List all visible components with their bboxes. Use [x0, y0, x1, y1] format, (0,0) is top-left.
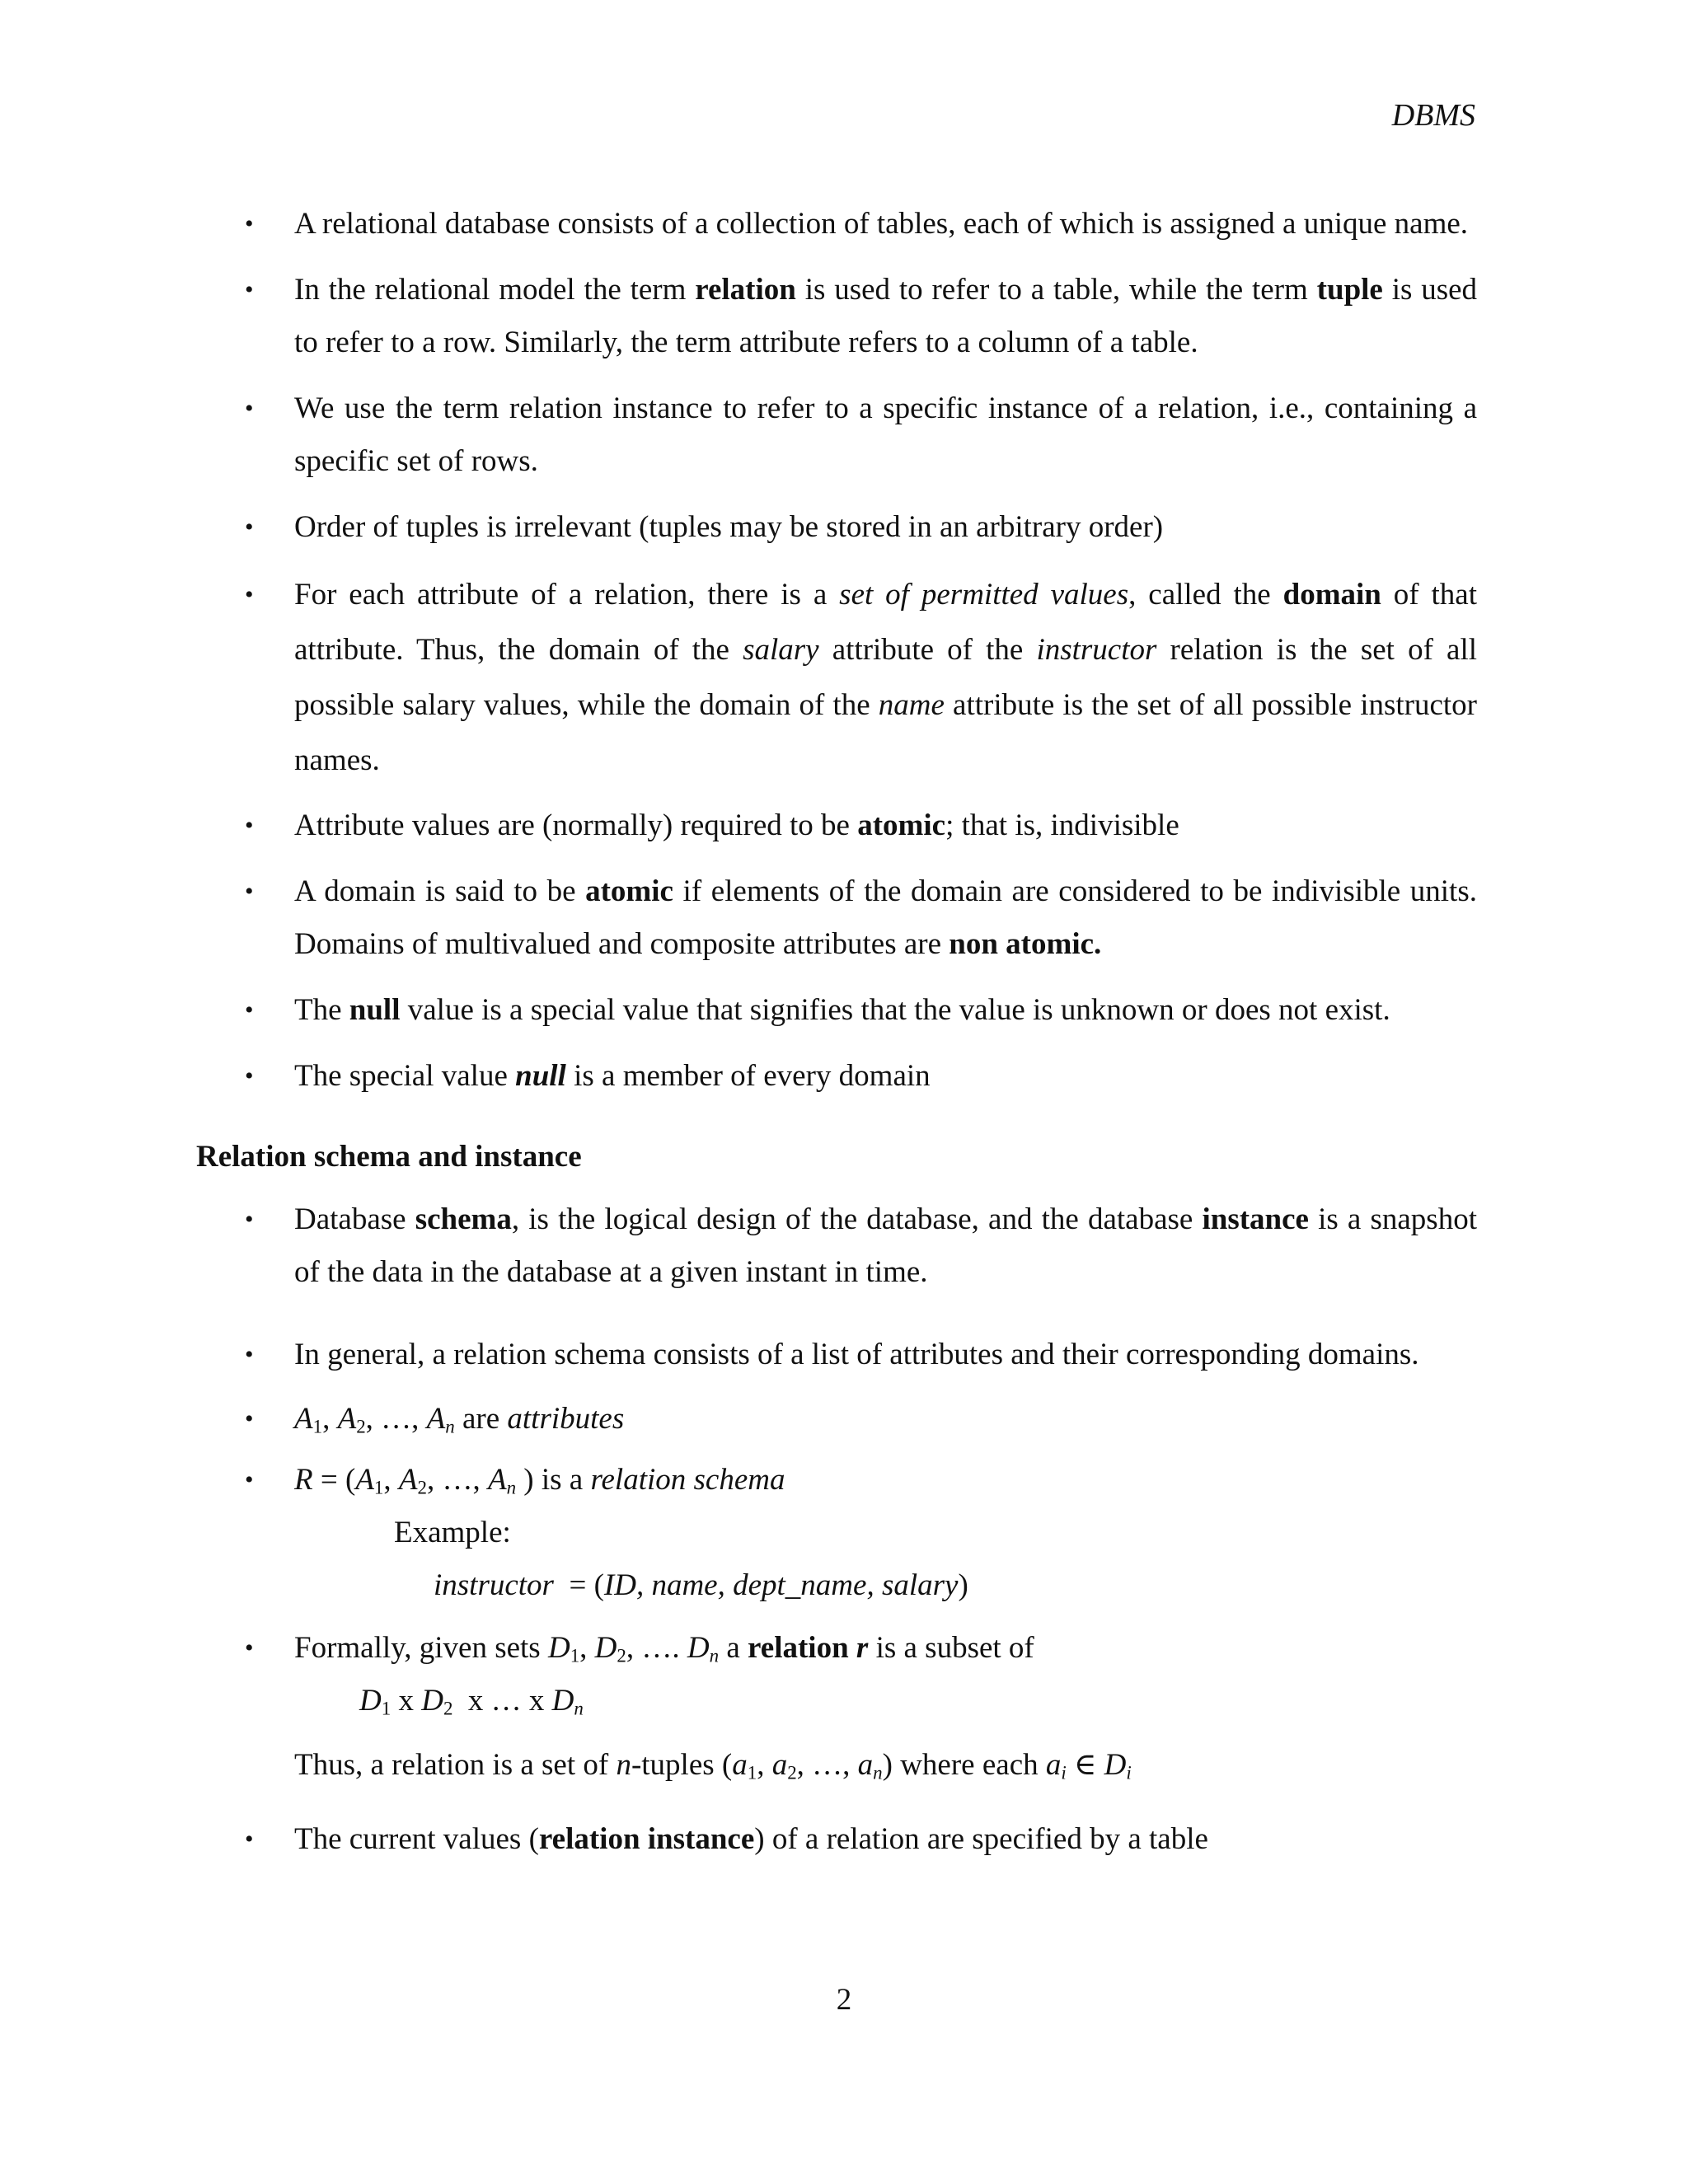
bullet-icon: •	[245, 1206, 254, 1233]
example-relation-name: instructor	[434, 1568, 554, 1602]
bullet-icon: •	[245, 395, 254, 422]
bullet-item-relational-database: • A relational database consists of a collection of tables, each of which is assigned a unique name.	[294, 198, 1477, 251]
bullet-item-null-member: • The special value null is a member of every domain	[294, 1050, 1477, 1103]
example-label: Example:	[394, 1516, 511, 1549]
bullet-item-relation-tuple: • In the relational model the term relation is used to refer to a table, while the term tuple is used to refer to a row. Similarly, the term attribute refers to a column of a table.	[294, 264, 1477, 369]
bullet-item-formal-relation: • Formally, given sets $D_1$, $D_2$, …. $D_n$ a relation r is a subset of	[294, 1622, 1477, 1675]
bullet-icon: •	[245, 1405, 254, 1432]
example-attributes: ID, name, dept_name, salary	[603, 1568, 959, 1602]
bullet-item-atomic-values: • Attribute values are (normally) required to be atomic; that is, indivisible	[294, 799, 1477, 852]
example-close: )	[958, 1568, 968, 1602]
bullet-item-atomic-domain: • A domain is said to be atomic if elements of the domain are considered to be indivisible units. Domains of multivalued and composite attributes are non atomic.	[294, 865, 1477, 971]
page-number: 2	[836, 1983, 852, 2017]
example-expression	[434, 1559, 1688, 1612]
bullet-icon: •	[245, 513, 254, 541]
bullet-icon: •	[245, 812, 254, 839]
bullet-item-relation-instance: • We use the term relation instance to refer to a specific instance of a relation, i.e., containing a specific set of rows.	[294, 382, 1477, 488]
bullet-icon: •	[245, 1825, 254, 1853]
running-header: DBMS	[1391, 98, 1475, 133]
bullet-icon: •	[245, 1634, 254, 1661]
bullet-item-relation-schema: • $R = (A_1$, $A_2$, …, $A_n$ ) is a relation schema	[294, 1454, 1477, 1507]
bullet-item-domain: • For each attribute of a relation, there is a set of permitted values, called the domain of that attribute. Thus, the domain of the salary attribute of the instructor relation is the set of all possible salary values, while the domain of the name attribute is the set of all possible instructor names.	[294, 567, 1477, 788]
bullet-item-current-values: • The current values (relation instance) of a relation are specified by a table	[294, 1813, 1477, 1866]
bullet-icon: •	[245, 276, 254, 303]
bullet-icon: •	[245, 1341, 254, 1368]
cartesian-product: $D_1$ x $D_2$ x … x $D_n$	[359, 1684, 584, 1719]
example-equals: = (	[569, 1568, 604, 1602]
bullet-item-attributes: • $A_1$, $A_2$, …, $A_n$ are attributes	[294, 1393, 1477, 1446]
bullet-item-schema-instance: • Database schema, is the logical design of the database, and the database instance is a snapshot of the data in the database at a given instant in time.	[294, 1193, 1477, 1299]
bullet-icon: •	[245, 1062, 254, 1090]
bullet-icon: •	[245, 1466, 254, 1493]
page-body	[0, 198, 1688, 1866]
section-heading: Relation schema and instance	[196, 1140, 582, 1174]
bullet-item-tuple-order: • Order of tuples is irrelevant (tuples may be stored in an arbitrary order)	[294, 501, 1477, 554]
bullet-icon: •	[245, 581, 254, 608]
n-tuple-definition: Thus, a relation is a set of n-tuples ($a_1$, $a_2$, …, $a_n$) where each $a_i$ ∈ $D_i$	[294, 1748, 1132, 1783]
bullet-icon: •	[245, 210, 254, 237]
bullet-icon: •	[245, 878, 254, 905]
bullet-item-null-value: • The null value is a special value that signifies that the value is unknown or does not exist.	[294, 984, 1477, 1037]
bullet-icon: •	[245, 996, 254, 1024]
bullet-item-relation-schema-general: • In general, a relation schema consists of a list of attributes and their corresponding domains.	[294, 1329, 1477, 1381]
